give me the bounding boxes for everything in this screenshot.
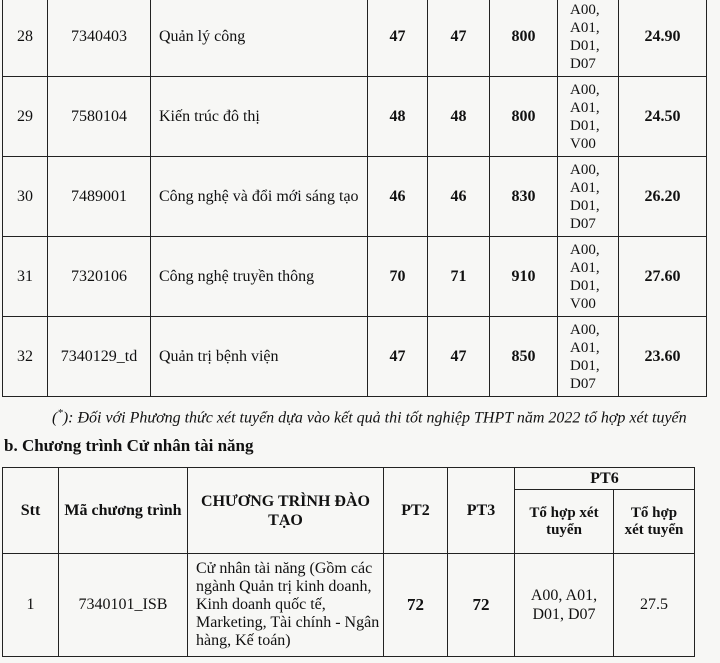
cell-name: Kiến trúc đô thị — [151, 77, 368, 157]
cell-pt2: 70 — [368, 237, 428, 317]
combo-code: A01, — [570, 339, 600, 356]
table-row — [3, 77, 707, 157]
table-row — [3, 237, 707, 317]
section-title: b. Chương trình Cử nhân tài năng — [4, 436, 254, 455]
combo-code: D07 — [570, 215, 596, 232]
combo-code: D01, — [570, 277, 600, 294]
header-combo: Tổ hợp xét tuyển — [515, 490, 614, 554]
combo-code: D07 — [570, 375, 596, 392]
table-row — [3, 317, 707, 397]
combo-code: V00 — [570, 295, 596, 312]
combo-code: A01, — [570, 179, 600, 196]
header-stt: Stt — [3, 468, 59, 554]
cell-name: Quản lý công — [151, 0, 368, 77]
cell-name: Quản trị bệnh viện — [151, 317, 368, 397]
cell-code: 7340101_ISB — [59, 554, 188, 657]
cell-combos — [558, 0, 619, 77]
combo-code: A01, — [570, 259, 600, 276]
cell-pt2: 46 — [368, 157, 428, 237]
admission-scores-table — [2, 0, 707, 397]
cell-stt: 31 — [3, 237, 48, 317]
cell-name: Công nghệ và đổi mới sáng tạo — [151, 157, 368, 237]
header-pt2: PT2 — [384, 468, 448, 554]
cell-combos — [558, 77, 619, 157]
combo-code: V00 — [570, 135, 596, 152]
cell-score: 24.90 — [619, 0, 707, 77]
cell-pt5: 910 — [490, 237, 558, 317]
cell-score: 23.60 — [619, 317, 707, 397]
combo-code: D01, — [570, 357, 600, 374]
cell-combos — [558, 157, 619, 237]
footnote-mark: * — [57, 407, 63, 419]
combo-code: D01, — [570, 37, 600, 54]
cell-pt2: 48 — [368, 77, 428, 157]
combo-code: A01, — [570, 99, 600, 116]
combo-code: A01, — [570, 19, 600, 36]
cell-pt2: 72 — [384, 554, 448, 657]
cell-pt3: 47 — [428, 317, 490, 397]
cell-code: 7580104 — [48, 77, 151, 157]
cell-pt3: 48 — [428, 77, 490, 157]
cell-pt3: 46 — [428, 157, 490, 237]
talent-program-table — [2, 467, 695, 657]
cell-score: 26.20 — [619, 157, 707, 237]
cell-score: 24.50 — [619, 77, 707, 157]
cell-code: 7489001 — [48, 157, 151, 237]
cell-score: 27.60 — [619, 237, 707, 317]
combo-code: A00, — [570, 241, 600, 258]
cell-name: Công nghệ truyền thông — [151, 237, 368, 317]
cell-program: Cử nhân tài năng (Gồm các ngành Quản trị kinh doanh, Kinh doanh quốc tế, Marketing, Tài chính - Ngân hàng, Kế toán) — [188, 554, 384, 657]
cell-combos — [558, 317, 619, 397]
cell-stt: 1 — [3, 554, 59, 657]
cell-pt2: 47 — [368, 0, 428, 77]
cell-pt5: 830 — [490, 157, 558, 237]
cell-code: 7320106 — [48, 237, 151, 317]
cell-stt: 28 — [3, 0, 48, 77]
cell-pt3: 71 — [428, 237, 490, 317]
cell-combos: A00, A01, D01, D07 — [515, 554, 614, 657]
cell-code: 7340403 — [48, 0, 151, 77]
combo-code: A00, — [570, 81, 600, 98]
cell-stt: 29 — [3, 77, 48, 157]
cell-combos — [558, 237, 619, 317]
cell-pt5: 800 — [490, 77, 558, 157]
combo-code: A00, — [570, 1, 600, 18]
header-code: Mã chương trình — [59, 468, 188, 554]
cell-pt5: 850 — [490, 317, 558, 397]
combo-code: A00, — [570, 321, 600, 338]
header-program: CHƯƠNG TRÌNH ĐÀO TẠO — [188, 468, 384, 554]
header-pt6: PT6 — [515, 468, 695, 490]
combo-code: D07 — [570, 55, 596, 72]
header-pt3: PT3 — [448, 468, 515, 554]
cell-score: 27.5 — [614, 554, 695, 657]
table-row — [3, 157, 707, 237]
combo-code: A00, — [570, 161, 600, 178]
table-row — [3, 0, 707, 77]
cell-pt5: 800 — [490, 0, 558, 77]
cell-pt3: 72 — [448, 554, 515, 657]
header-score: Tổ hợp xét tuyển — [614, 490, 695, 554]
combo-code: D01, — [570, 117, 600, 134]
cell-code: 7340129_td — [48, 317, 151, 397]
footnote: (*): Đối với Phương thức xét tuyển dựa vào kết quả thi tốt nghiệp THPT năm 2022 tổ hợp xét tuyển — [52, 407, 687, 427]
cell-stt: 32 — [3, 317, 48, 397]
cell-pt3: 47 — [428, 0, 490, 77]
cell-pt2: 47 — [368, 317, 428, 397]
cell-stt: 30 — [3, 157, 48, 237]
combo-code: D01, — [570, 197, 600, 214]
table-row — [3, 554, 695, 657]
